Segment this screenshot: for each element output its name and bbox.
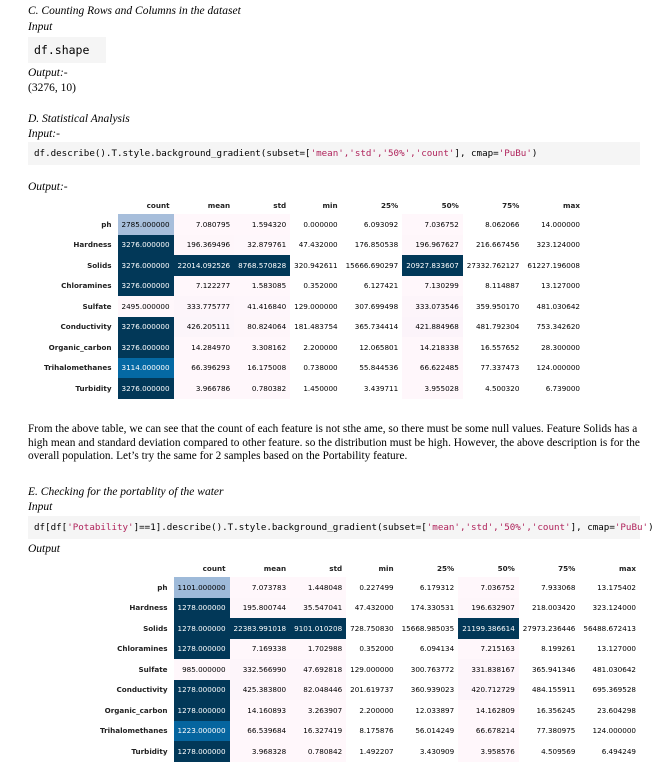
section-e-output-label: Output [28, 543, 60, 555]
table-cell: 61227.196008 [527, 260, 580, 270]
table-row [40, 317, 584, 338]
table-cell: 0.352000 [303, 281, 338, 291]
table-cell: 425.383800 [230, 680, 291, 701]
code-text: ], cmap= [570, 522, 615, 533]
table-cell: 7.036752 [402, 214, 463, 235]
table-cell: 1.583085 [234, 276, 290, 297]
table-cell: 23.604298 [597, 705, 636, 715]
table-cell: 6.494249 [601, 746, 636, 756]
column-header: max [563, 200, 580, 210]
table-cell: 6.179312 [419, 582, 455, 592]
table-cell: 14.162809 [458, 700, 519, 721]
table-cell: 66.396293 [174, 358, 235, 379]
table-cell: 0.000000 [303, 219, 338, 229]
section-c-input-label: Input [28, 21, 53, 33]
column-header: 50% [441, 200, 459, 210]
table-row [40, 296, 584, 317]
row-label: Sulfate [138, 664, 168, 674]
code-string: 'PuBu' [498, 148, 532, 159]
table-cell: 1278.000000 [174, 700, 230, 721]
table-cell: 55.844536 [359, 363, 399, 373]
table-cell: 481.030642 [592, 664, 636, 674]
table-cell: 14.284970 [174, 337, 235, 358]
table-cell: 3276.000000 [118, 337, 174, 358]
table-cell: 12.065801 [359, 342, 399, 352]
column-header: 25% [436, 563, 455, 573]
table-cell: 16.175008 [234, 358, 290, 379]
table-cell: 47.692818 [290, 659, 346, 680]
code-text: df[df[ [34, 522, 68, 533]
table-cell: 1278.000000 [174, 639, 230, 660]
table-cell: 3.308162 [234, 337, 290, 358]
table-cell: 66.678214 [458, 721, 519, 742]
table-cell: 13.127000 [541, 281, 580, 291]
table-cell: 1278.000000 [174, 618, 230, 639]
index-header [40, 196, 118, 214]
table-cell: 6.093092 [363, 219, 399, 229]
table-cell: 6.127421 [363, 281, 399, 291]
table-cell: 216.667456 [475, 240, 520, 250]
table-cell: 7.073783 [230, 577, 291, 598]
row-label: Chloramines [117, 644, 168, 654]
table-cell: 3.958576 [458, 741, 519, 762]
table-cell: 1101.000000 [174, 577, 230, 598]
row-label: Chloramines [61, 281, 112, 291]
table-cell: 307.699498 [354, 301, 399, 311]
table-cell: 82.048446 [290, 680, 346, 701]
table-cell: 7.122277 [174, 276, 235, 297]
column-header: 75% [502, 200, 520, 210]
table-cell: 21199.386614 [458, 618, 519, 639]
table-cell: 7.130299 [402, 276, 463, 297]
table-cell: 0.780382 [234, 378, 290, 399]
table-cell: 365.941346 [531, 664, 576, 674]
table-cell: 0.780842 [290, 741, 346, 762]
table-cell: 2785.000000 [118, 214, 174, 235]
table-cell: 41.416840 [234, 296, 290, 317]
table-cell: 22383.991018 [230, 618, 291, 639]
table-row [40, 255, 584, 276]
table-cell: 196.632907 [458, 598, 519, 619]
section-d-output-label: Output:- [28, 181, 68, 193]
table-cell: 365.734414 [354, 322, 399, 332]
code-text: ]==1].describe().T.style.background_gradient(subset=[ [133, 522, 427, 533]
table-cell: 14.218338 [402, 337, 463, 358]
table-cell: 195.800744 [230, 598, 291, 619]
table-cell: 3.439711 [363, 383, 399, 393]
table-cell: 695.369528 [592, 685, 636, 695]
table-cell: 985.000000 [174, 659, 230, 680]
table-cell: 8.062066 [485, 219, 520, 229]
table-cell: 14.160893 [230, 700, 291, 721]
column-header: count [146, 200, 170, 210]
table-row [40, 358, 584, 379]
table-cell: 201.619737 [350, 685, 394, 695]
table-cell: 16.327419 [290, 721, 346, 742]
table-cell: 1.594320 [234, 214, 290, 235]
table-cell: 47.432000 [354, 603, 394, 613]
column-header: max [619, 563, 636, 573]
code-text: ], cmap= [454, 148, 499, 159]
table-cell: 77.337473 [480, 363, 520, 373]
table-cell: 80.824064 [234, 317, 290, 338]
table-cell: 174.330531 [410, 603, 455, 613]
table-cell: 323.124000 [592, 603, 636, 613]
row-label: Conductivity [116, 685, 168, 695]
table-cell: 56.014249 [415, 726, 455, 736]
table-cell: 481.792304 [475, 322, 520, 332]
table-cell: 484.155911 [531, 685, 576, 695]
column-header: std [329, 563, 343, 573]
table-header-row [40, 196, 584, 214]
analysis-paragraph: From the above table, we can see that the count of each feature is not sthe ame, so there must be some null values. Feature Solids has a high mean and standard deviation compared to other feature. so the distribution must be high. However, the above description is for the overall population. Let’s try the same for 2 samples based on the Portability feature. [28, 423, 640, 462]
row-label: Turbidity [75, 383, 112, 393]
table-cell: 421.884968 [402, 317, 463, 338]
section-e-input-label: Input [28, 501, 53, 513]
column-header: mean [207, 200, 231, 210]
column-header: 25% [380, 200, 399, 210]
row-label: Trihalomethanes [44, 363, 112, 373]
table-cell: 420.712729 [458, 680, 519, 701]
table-row [40, 235, 584, 256]
row-label: Solids [143, 623, 168, 633]
table-cell: 13.175402 [597, 582, 636, 592]
table-cell: 2.200000 [359, 705, 394, 715]
table-cell: 66.622485 [402, 358, 463, 379]
table-cell: 359.950170 [475, 301, 520, 311]
table-row [96, 618, 640, 639]
table-cell: 20927.833607 [402, 255, 463, 276]
table-cell: 320.942611 [294, 260, 338, 270]
table-row [40, 276, 584, 297]
table-cell: 176.850538 [354, 240, 399, 250]
table-cell: 124.000000 [592, 726, 636, 736]
table-cell: 3276.000000 [118, 378, 174, 399]
table-cell: 1.702988 [290, 639, 346, 660]
table-cell: 22014.092526 [174, 255, 235, 276]
section-c-output-label: Output:- [28, 67, 68, 79]
table-cell: 4.500320 [485, 383, 520, 393]
code-string: 'mean','std','50%','count' [426, 522, 571, 533]
table-cell: 7.215163 [458, 639, 519, 660]
table-cell: 181.483754 [294, 322, 338, 332]
table-cell: 7.169338 [230, 639, 291, 660]
table-row [96, 680, 640, 701]
table-cell: 728.750830 [350, 623, 394, 633]
column-header: count [202, 563, 226, 573]
column-header: min [322, 200, 338, 210]
section-e-title: E. Checking for the portablity of the water [28, 486, 224, 498]
table-cell: 1.448048 [290, 577, 346, 598]
table-cell: 323.124000 [536, 240, 580, 250]
table-cell: 300.763772 [410, 664, 455, 674]
table-cell: 3276.000000 [118, 235, 174, 256]
table-cell: 47.432000 [298, 240, 338, 250]
table-cell: 481.030642 [536, 301, 580, 311]
table-cell: 3114.000000 [118, 358, 174, 379]
table-cell: 16.356245 [536, 705, 576, 715]
table-cell: 16.557652 [480, 342, 520, 352]
section-c-title: C. Counting Rows and Columns in the dataset [28, 5, 241, 17]
table-cell: 3.968328 [230, 741, 291, 762]
table-row [96, 598, 640, 619]
table-cell: 4.509569 [541, 746, 576, 756]
table-cell: 3.966786 [174, 378, 235, 399]
table-row [40, 337, 584, 358]
code-string: 'Potability' [67, 522, 134, 533]
table-cell: 0.352000 [359, 644, 394, 654]
table-row [96, 639, 640, 660]
table-cell: 332.566990 [230, 659, 291, 680]
row-label: ph [101, 219, 112, 229]
table-cell: 6.094134 [419, 644, 455, 654]
table-cell: 753.342620 [536, 322, 580, 332]
table-cell: 124.000000 [536, 363, 580, 373]
describe-table-all [40, 196, 584, 399]
row-label: Organic_carbon [104, 705, 168, 715]
code-text: ) [648, 522, 654, 533]
table-row [96, 659, 640, 680]
row-label: Solids [87, 260, 112, 270]
table-cell: 129.000000 [350, 664, 394, 674]
row-label: Sulfate [82, 301, 112, 311]
table-cell: 56488.672413 [583, 623, 636, 633]
section-d-input-label: Input:- [28, 128, 60, 140]
row-label: Organic_carbon [48, 342, 112, 352]
table-cell: 27973.236446 [522, 623, 576, 633]
section-c-code: df.shape [28, 37, 106, 63]
table-cell: 15666.690297 [345, 260, 399, 270]
table-cell: 218.003420 [531, 603, 576, 613]
table-cell: 1278.000000 [174, 598, 230, 619]
code-text: df.describe().T.style.background_gradient(subset=[ [34, 148, 311, 159]
table-row [96, 577, 640, 598]
column-header: std [273, 200, 287, 210]
table-cell: 7.036752 [458, 577, 519, 598]
section-e-code [28, 516, 654, 539]
table-cell: 3.430909 [419, 746, 455, 756]
table-cell: 2.200000 [303, 342, 338, 352]
table-cell: 8768.570828 [234, 255, 290, 276]
row-label: Turbidity [131, 746, 168, 756]
index-header [96, 559, 174, 577]
table-cell: 0.227499 [359, 582, 394, 592]
table-cell: 35.547041 [290, 598, 346, 619]
table-cell: 129.000000 [294, 301, 338, 311]
code-string: 'mean','std','50%','count' [310, 148, 455, 159]
table-cell: 1.450000 [303, 383, 338, 393]
table-cell: 331.838167 [458, 659, 519, 680]
table-row [40, 214, 584, 235]
describe-table-potable [96, 559, 640, 762]
table-cell: 3276.000000 [118, 255, 174, 276]
table-cell: 196.967627 [402, 235, 463, 256]
table-cell: 3.263907 [290, 700, 346, 721]
table-cell: 28.300000 [541, 342, 580, 352]
table-cell: 8.175876 [359, 726, 394, 736]
table-cell: 1223.000000 [174, 721, 230, 742]
table-cell: 15668.985035 [401, 623, 455, 633]
row-label: Hardness [73, 240, 112, 250]
column-header: min [378, 563, 394, 573]
table-cell: 3.955028 [402, 378, 463, 399]
table-cell: 0.738000 [303, 363, 338, 373]
table-cell: 2495.000000 [118, 296, 174, 317]
table-cell: 1278.000000 [174, 680, 230, 701]
table-cell: 196.369496 [174, 235, 235, 256]
table-cell: 8.114887 [485, 281, 520, 291]
table-cell: 333.073546 [402, 296, 463, 317]
table-row [96, 721, 640, 742]
column-header: 50% [497, 563, 515, 573]
table-cell: 7.080795 [174, 214, 235, 235]
table-header-row [96, 559, 640, 577]
code-string: 'PuBu' [614, 522, 649, 533]
row-label: Trihalomethanes [100, 726, 168, 736]
table-cell: 1.492207 [359, 746, 394, 756]
table-row [96, 741, 640, 762]
table-cell: 7.933068 [541, 582, 576, 592]
row-label: Hardness [129, 603, 168, 613]
table-cell: 13.127000 [597, 644, 636, 654]
table-cell: 77.380975 [536, 726, 576, 736]
table-cell: 1278.000000 [174, 741, 230, 762]
row-label: ph [157, 582, 168, 592]
section-d-title: D. Statistical Analysis [28, 113, 130, 125]
row-label: Conductivity [60, 322, 112, 332]
table-cell: 12.033897 [415, 705, 455, 715]
section-d-code [28, 142, 640, 165]
column-header: 75% [558, 563, 576, 573]
table-cell: 333.775777 [174, 296, 235, 317]
table-cell: 3276.000000 [118, 317, 174, 338]
table-cell: 8.199261 [541, 644, 576, 654]
table-cell: 3276.000000 [118, 276, 174, 297]
table-cell: 66.539684 [230, 721, 291, 742]
table-cell: 14.000000 [541, 219, 580, 229]
table-cell: 9101.010208 [290, 618, 346, 639]
column-header: mean [263, 563, 287, 573]
table-cell: 27332.762127 [466, 260, 520, 270]
table-cell: 360.939023 [410, 685, 455, 695]
code-text: ) [531, 148, 538, 159]
table-row [96, 700, 640, 721]
section-c-output: (3276, 10) [28, 82, 76, 94]
table-row [40, 378, 584, 399]
table-cell: 32.879761 [234, 235, 290, 256]
table-cell: 6.739000 [545, 383, 580, 393]
table-cell: 426.205111 [174, 317, 235, 338]
